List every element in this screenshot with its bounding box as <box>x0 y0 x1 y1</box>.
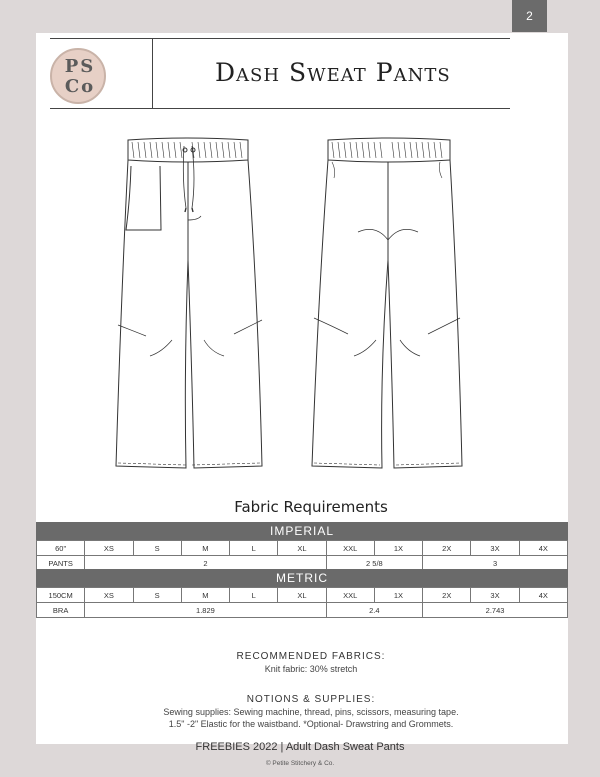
imperial-table <box>36 540 568 571</box>
table-cell: 2X <box>423 541 471 556</box>
table-cell: S <box>133 588 181 603</box>
recommended-fabrics-text: Knit fabric: 30% stretch <box>264 664 358 674</box>
table-cell: S <box>133 541 181 556</box>
footer-text: FREEBIES 2022 | Adult Dash Sweat Pants <box>195 741 405 753</box>
table-cell: M <box>181 541 229 556</box>
table-cell: 1X <box>374 541 422 556</box>
logo-text-bottom: Co <box>64 76 96 97</box>
imperial-band: IMPERIAL <box>36 522 568 540</box>
table-cell: 1.829 <box>85 603 326 618</box>
table-cell: 2 5/8 <box>326 556 423 571</box>
table-row <box>37 588 568 603</box>
notions-text-1: Sewing supplies: Sewing machine, thread, pins, scissors, measuring tape. <box>163 707 459 717</box>
psco-logo <box>50 48 106 104</box>
page-title: Dash Sweat Pants <box>215 58 451 87</box>
copyright-text: © Petite Stitchery & Co. <box>265 760 335 767</box>
notions-heading: NOTIONS & SUPPLIES: <box>246 694 376 705</box>
table-cell: M <box>181 588 229 603</box>
front-view-pants <box>116 138 262 468</box>
table-cell: PANTS <box>37 556 85 571</box>
table-cell: BRA <box>37 603 85 618</box>
table-cell: XS <box>85 588 133 603</box>
table-cell: 1X <box>374 588 422 603</box>
table-cell: XXL <box>326 541 374 556</box>
notions-text-2: 1.5" -2" Elastic for the waistband. *Optional- Drawstring and Grommets. <box>168 719 454 729</box>
table-cell: 2.4 <box>326 603 423 618</box>
table-cell: 2 <box>85 556 326 571</box>
table-cell: XL <box>278 588 326 603</box>
table-cell: 3X <box>471 541 519 556</box>
page-number: 2 <box>512 0 547 32</box>
logo-text-top: PS <box>64 56 96 77</box>
pants-technical-drawing <box>36 120 568 490</box>
recommended-fabrics-section <box>36 651 586 674</box>
table-cell: 2X <box>423 588 471 603</box>
table-cell: L <box>230 541 278 556</box>
fabric-requirements-title: Fabric Requirements <box>234 498 388 516</box>
table-cell: L <box>230 588 278 603</box>
table-cell: XS <box>85 541 133 556</box>
back-view-pants <box>312 138 462 468</box>
table-row <box>37 541 568 556</box>
table-cell: 60" <box>37 541 85 556</box>
header-divider <box>152 38 153 108</box>
table-cell: XL <box>278 541 326 556</box>
table-cell: 150CM <box>37 588 85 603</box>
table-cell: 3X <box>471 588 519 603</box>
table-cell: XXL <box>326 588 374 603</box>
metric-table <box>36 587 568 618</box>
table-cell: 2.743 <box>423 603 568 618</box>
header-bottom-rule <box>50 108 510 109</box>
table-cell: 4X <box>519 588 567 603</box>
metric-band: METRIC <box>36 569 568 587</box>
recommended-fabrics-heading: RECOMMENDED FABRICS: <box>236 651 386 662</box>
table-row <box>37 603 568 618</box>
table-cell: 3 <box>423 556 568 571</box>
notions-section <box>36 694 586 729</box>
header-top-rule <box>50 38 510 39</box>
table-cell: 4X <box>519 541 567 556</box>
